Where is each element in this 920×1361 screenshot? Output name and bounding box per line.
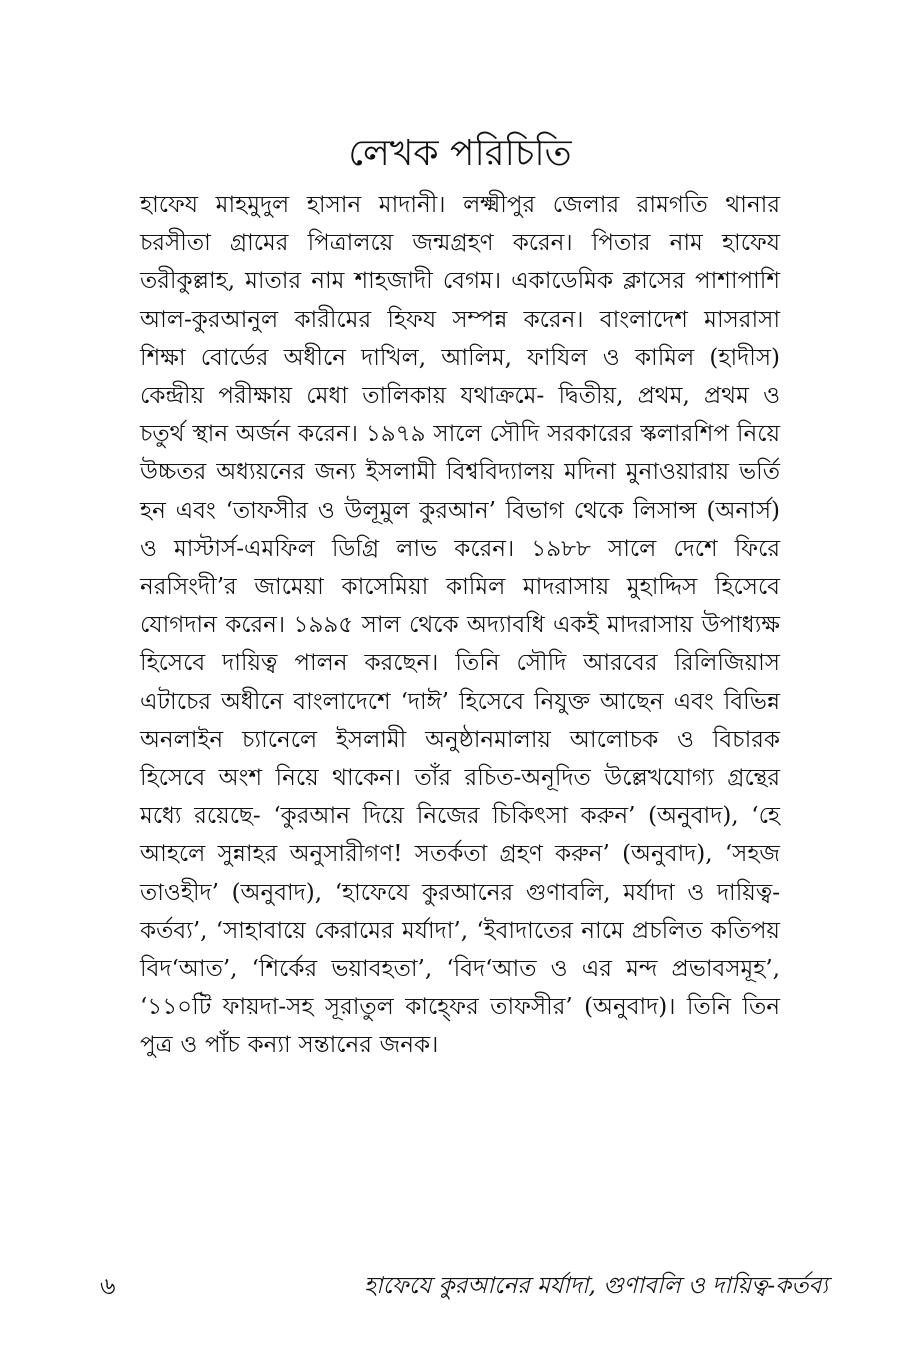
page-title: লেখক পরিচিতি bbox=[348, 133, 572, 174]
author-bio-paragraph: হাফেয মাহমুদুল হাসান মাদানী। লক্ষ্মীপুর জেলার রামগতি থানার চরসীতা গ্রামের পিত্রালয়ে জন্মগ্রহণ করেন। পিতার নাম হাফেয তরীকুল্লাহ, মাতার নাম শাহজাদী বেগম। একাডেমিক ক্লাসের পাশাপাশি আল-কুরআনুল কারীমের হিফয সম্পন্ন করেন। বাংলাদেশ মাসরাসা শিক্ষা বোর্ডের অধীনে দাখিল, আলিম, ফাযিল ও কামিল (হাদীস) কেন্দ্রীয় পরীক্ষায় মেধা তালিকায় যথাক্রমে- দ্বিতীয়, প্রথম, প্রথম ও চতুর্থ স্থান অর্জন করেন। ১৯৭৯ সালে সৌদি সরকারের স্কলারশিপ নিয়ে উচ্চতর অধ্যয়নের জন্য ইসলামী বিশ্ববিদ্যালয় মদিনা মুনাওয়ারায় ভর্তি হন এবং ‘তাফসীর ও উলূমুল কুরআন’ বিভাগ থেকে লিসান্স (অনার্স) ও মাস্টার্স-এমফিল ডিগ্রি লাভ করেন। ১৯৮৮ সালে দেশে ফিরে নরসিংদী’র জামেয়া কাসেমিয়া কামিল মাদরাসায় মুহাদ্দিস হিসেবে যোগদান করেন। ১৯৯৫ সাল থেকে অদ্যাবধি একই মাদরাসায় উপাধ্যক্ষ হিসেবে দায়িত্ব পালন করছেন। তিনি সৌদি আরবের রিলিজিয়াস এটাচের অধীনে বাংলাদেশে ‘দাঈ’ হিসেবে নিযুক্ত আছেন এবং বিভিন্ন অনলাইন চ্যানেলে ইসলামী অনুষ্ঠানমালায় আলোচক ও বিচারক হিসেবে অংশ নিয়ে থাকেন। তাঁর রচিত-অনূদিত উল্লেখযোগ্য গ্রন্থের মধ্যে রয়েছে- ‘কুরআন দিয়ে নিজের চিকিৎসা করুন’ (অনুবাদ), ‘হে আহলে সুন্নাহর অনুসারীগণ! সতর্কতা গ্রহণ করুন’ (অনুবাদ), ‘সহজ তাওহীদ’ (অনুবাদ), ‘হাফেযে কুরআনের গুণাবলি, মর্যাদা ও দায়িত্ব-কর্তব্য’, ‘সাহাবায়ে কেরামের মর্যাদা’, ‘ইবাদাতের নামে প্রচলিত কতিপয় বিদ‘আত’, ‘শির্কের ভয়াবহতা’, ‘বিদ‘আত ও এর মন্দ প্রভাবসমূহ’, ‘১১০টি ফায়দা-সহ সূরাতুল কাহ্ফের তাফসীর’ (অনুবাদ)। তিনি তিন পুত্র ও পাঁচ কন্যা সন্তানের জনক। bbox=[140, 192, 780, 1059]
page-footer bbox=[0, 1266, 920, 1306]
running-title: হাফেযে কুরআনের মর্যাদা, গুণাবলি ও দায়িত্ব-কর্তব্য bbox=[363, 1273, 828, 1299]
page-number: ৬ bbox=[100, 1272, 116, 1300]
